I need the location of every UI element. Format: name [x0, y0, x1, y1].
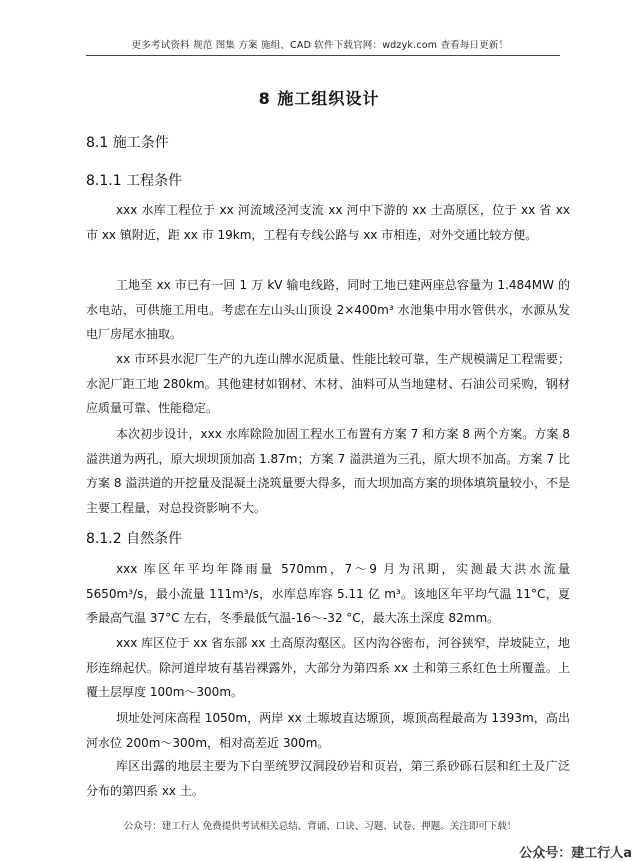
section-heading-8-1-2: 8.1.2 自然条件	[86, 531, 183, 547]
header-divider	[86, 55, 560, 56]
paragraph-6: xxx 库区位于 xx 省东部 xx 土高原沟壑区。区内沟谷密布，河谷狭窄，岸坡陡立，地形连绵起伏。除河道岸坡有基岩裸露外，大部分为第四系 xx 土和第三系红色土所覆盖。上覆土层厚度 100m～300m。	[86, 636, 570, 699]
paragraph-7: 坝址处河床高程 1050m，两岸 xx 土塬坡直达塬顶，塬顶高程最高为 1393m，高出河水位 200m～300m，相对高差近 300m。	[86, 711, 570, 750]
paragraph-3: xx 市环县水泥厂生产的九连山牌水泥质量、性能比较可靠，生产规模满足工程需要；水泥厂距工地 280km。其他建材如钢材、木材、油料可从当地建材、石油公司采购，钢材应质量可靠、性能稳定。	[86, 352, 570, 415]
paragraph-2: 工地至 xx 市已有一回 1 万 kV 输电线路，同时工地已建两座总容量为 1.484MW 的水电站，可供施工用电。考虑在左山头山顶设 2×400m³ 水池集中用水管供水，水源从发电厂房尾水抽取。	[86, 278, 570, 341]
paragraph-1: xxx 水库工程位于 xx 河流域泾河支流 xx 河中下游的 xx 土高原区，位于 xx 省 xx 市 xx 镇附近，距 xx 市 19km，工程有专线公路与 xx 市相连，对外交通比较方便。	[86, 203, 570, 242]
section-heading-8-1: 8.1 施工条件	[86, 135, 169, 151]
paragraph-8: 库区出露的地层主要为下白垩统罗汉洞段砂岩和页岩，第三系砂砾石层和红土及广泛分布的第四系 xx 土。	[86, 759, 570, 798]
paragraph-4: 本次初步设计，xxx 水库除险加固工程水工布置有方案 7 和方案 8 两个方案。方案 8 溢洪道为两孔，原大坝坝顶加高 1.87m；方案 7 溢洪道为三孔，原大坝不加高。方案 7 比方案 8 溢洪道的开挖量及混凝土浇筑量要大得多，而大坝加高方案的坝体填筑量较小，不是主要工程量，对总投资影响不大。	[86, 427, 570, 515]
page-footer: 公众号：建工行人 免费提供考试相关总结、背诵、口诀、习题、试卷、押题。关注即可下载！	[123, 821, 517, 832]
section-heading-8-1-1: 8.1.1 工程条件	[86, 173, 183, 189]
paragraph-5: xxx 库区年平均年降雨量 570mm，7～9 月为汛期，实测最大洪水流量 5650m³/s，最小流量 111m³/s，水库总库容 5.11 亿 m³。该地区年平均气温 11°C，夏季最高气温 37°C 左右，冬季最低气温-16～-32 °C，最大冻土深度 82mm。	[86, 562, 570, 625]
watermark: 公众号：建工行人a	[519, 846, 632, 861]
page-header: 更多考试资料 规范 图集 方案 施组、CAD 软件下载官网：wdzyk.com 查看每日更新！	[131, 40, 509, 51]
chapter-title: 8 施工组织设计	[258, 89, 380, 108]
